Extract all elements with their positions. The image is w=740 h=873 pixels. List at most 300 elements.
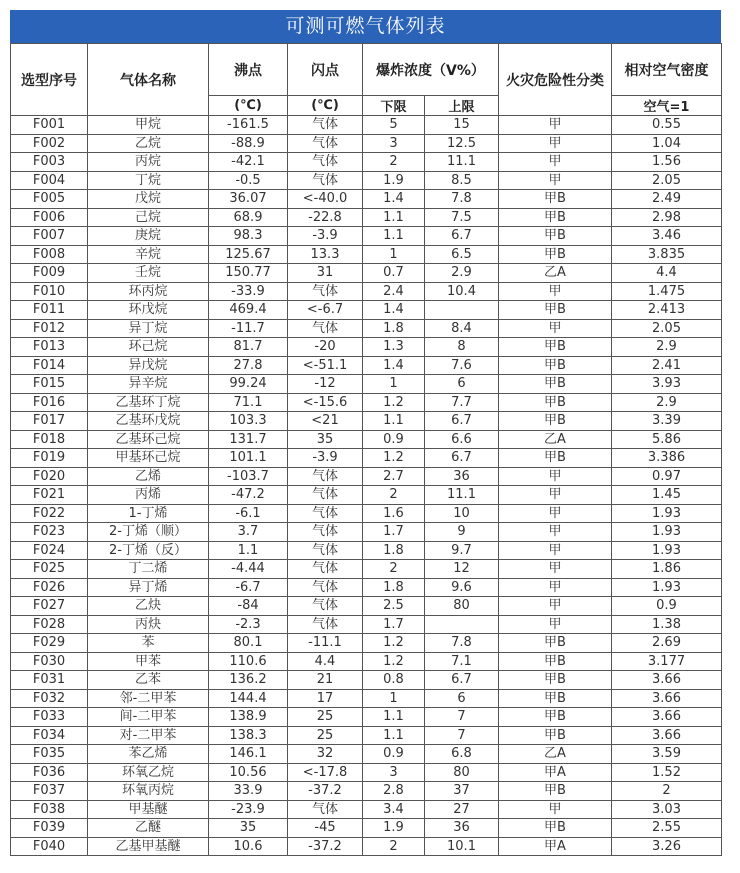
cell-name: 辛烷	[88, 245, 209, 264]
cell-boiling-point: 33.9	[209, 782, 288, 801]
cell-hazard-class: 甲B	[499, 208, 612, 227]
cell-boiling-point: 10.6	[209, 837, 288, 856]
cell-density: 3.386	[612, 449, 722, 468]
cell-upper-limit: 11.1	[425, 153, 499, 172]
cell-upper-limit: 7.7	[425, 393, 499, 412]
table-row	[11, 264, 722, 283]
cell-flash-point: <-40.0	[288, 190, 363, 209]
table-row	[11, 412, 722, 431]
table-row	[11, 227, 722, 246]
cell-boiling-point: 71.1	[209, 393, 288, 412]
cell-boiling-point: 138.3	[209, 726, 288, 745]
cell-name: 环氧乙烷	[88, 763, 209, 782]
cell-name: 甲烷	[88, 116, 209, 135]
cell-density: 1.93	[612, 541, 722, 560]
cell-upper-limit: 2.9	[425, 264, 499, 283]
cell-name: 2-丁烯（反）	[88, 541, 209, 560]
cell-density: 3.66	[612, 708, 722, 727]
cell-density: 3.03	[612, 800, 722, 819]
cell-lower-limit: 1.2	[363, 449, 425, 468]
table-row	[11, 301, 722, 320]
cell-boiling-point: -0.5	[209, 171, 288, 190]
cell-boiling-point: 81.7	[209, 338, 288, 357]
cell-density: 2.05	[612, 171, 722, 190]
table-row	[11, 504, 722, 523]
cell-flash-point: 21	[288, 671, 363, 690]
cell-name: 苯乙烯	[88, 745, 209, 764]
cell-upper-limit: 80	[425, 597, 499, 616]
table-row	[11, 671, 722, 690]
cell-lower-limit: 1	[363, 689, 425, 708]
cell-lower-limit: 1.1	[363, 412, 425, 431]
cell-flash-point: 气体	[288, 282, 363, 301]
cell-upper-limit: 7.8	[425, 634, 499, 653]
cell-code: F008	[11, 245, 88, 264]
cell-hazard-class: 甲	[499, 116, 612, 135]
cell-flash-point: -37.2	[288, 837, 363, 856]
cell-lower-limit: 1.2	[363, 393, 425, 412]
cell-flash-point: <21	[288, 412, 363, 431]
cell-flash-point: <-17.8	[288, 763, 363, 782]
cell-code: F018	[11, 430, 88, 449]
cell-boiling-point: 99.24	[209, 375, 288, 394]
cell-lower-limit: 0.9	[363, 430, 425, 449]
cell-lower-limit: 2	[363, 486, 425, 505]
header-upper: 上限	[425, 96, 499, 116]
cell-boiling-point: -103.7	[209, 467, 288, 486]
cell-code: F003	[11, 153, 88, 172]
cell-name: 乙炔	[88, 597, 209, 616]
cell-lower-limit: 1.1	[363, 708, 425, 727]
cell-upper-limit: 9	[425, 523, 499, 542]
cell-hazard-class: 甲B	[499, 356, 612, 375]
cell-hazard-class: 甲B	[499, 412, 612, 431]
cell-flash-point: -20	[288, 338, 363, 357]
cell-name: 环己烷	[88, 338, 209, 357]
cell-density: 1.93	[612, 504, 722, 523]
header-density: 相对空气密度	[612, 44, 722, 96]
table-row	[11, 726, 722, 745]
cell-upper-limit: 27	[425, 800, 499, 819]
cell-name: 异戊烷	[88, 356, 209, 375]
cell-upper-limit: 80	[425, 763, 499, 782]
table-row	[11, 375, 722, 394]
cell-name: 异丁烯	[88, 578, 209, 597]
cell-flash-point: 气体	[288, 467, 363, 486]
cell-code: F030	[11, 652, 88, 671]
table-body	[11, 116, 722, 856]
cell-lower-limit: 2	[363, 837, 425, 856]
cell-boiling-point: 125.67	[209, 245, 288, 264]
cell-lower-limit: 1	[363, 375, 425, 394]
table-row	[11, 245, 722, 264]
table-row	[11, 393, 722, 412]
cell-hazard-class: 乙A	[499, 264, 612, 283]
cell-density: 3.59	[612, 745, 722, 764]
cell-name: 邻-二甲苯	[88, 689, 209, 708]
cell-boiling-point: 144.4	[209, 689, 288, 708]
cell-lower-limit: 0.7	[363, 264, 425, 283]
cell-hazard-class: 甲B	[499, 338, 612, 357]
cell-lower-limit: 1.1	[363, 208, 425, 227]
cell-hazard-class: 甲	[499, 597, 612, 616]
cell-boiling-point: -47.2	[209, 486, 288, 505]
cell-flash-point: 13.3	[288, 245, 363, 264]
cell-upper-limit: 12	[425, 560, 499, 579]
cell-lower-limit: 1.4	[363, 356, 425, 375]
cell-boiling-point: -84	[209, 597, 288, 616]
table-row	[11, 449, 722, 468]
header-boiling: 沸点	[209, 44, 288, 96]
cell-lower-limit: 2.8	[363, 782, 425, 801]
cell-code: F010	[11, 282, 88, 301]
cell-lower-limit: 1.8	[363, 319, 425, 338]
cell-flash-point: <-51.1	[288, 356, 363, 375]
cell-lower-limit: 0.8	[363, 671, 425, 690]
cell-upper-limit: 6.5	[425, 245, 499, 264]
cell-density: 2.413	[612, 301, 722, 320]
cell-flash-point: 气体	[288, 504, 363, 523]
cell-upper-limit: 11.1	[425, 486, 499, 505]
table-row	[11, 171, 722, 190]
cell-lower-limit: 1.1	[363, 726, 425, 745]
cell-name: 丁二烯	[88, 560, 209, 579]
header-flash-unit: (℃)	[288, 96, 363, 116]
cell-flash-point: 气体	[288, 116, 363, 135]
cell-upper-limit: 6.7	[425, 671, 499, 690]
cell-hazard-class: 甲	[499, 282, 612, 301]
cell-code: F029	[11, 634, 88, 653]
cell-code: F017	[11, 412, 88, 431]
table-row	[11, 486, 722, 505]
cell-name: 丙烯	[88, 486, 209, 505]
table-row	[11, 208, 722, 227]
cell-flash-point: 气体	[288, 319, 363, 338]
cell-code: F013	[11, 338, 88, 357]
cell-code: F024	[11, 541, 88, 560]
cell-boiling-point: -2.3	[209, 615, 288, 634]
cell-density: 0.9	[612, 597, 722, 616]
cell-name: 1-丁烯	[88, 504, 209, 523]
cell-hazard-class: 甲	[499, 560, 612, 579]
cell-density: 3.39	[612, 412, 722, 431]
cell-density: 0.55	[612, 116, 722, 135]
cell-code: F032	[11, 689, 88, 708]
table-row	[11, 430, 722, 449]
cell-hazard-class: 甲B	[499, 449, 612, 468]
table-row	[11, 153, 722, 172]
cell-flash-point: 32	[288, 745, 363, 764]
cell-code: F009	[11, 264, 88, 283]
cell-flash-point: 气体	[288, 800, 363, 819]
cell-code: F040	[11, 837, 88, 856]
table-row	[11, 319, 722, 338]
table-row	[11, 837, 722, 856]
cell-hazard-class: 甲	[499, 578, 612, 597]
header-name: 气体名称	[88, 44, 209, 116]
cell-boiling-point: -4.44	[209, 560, 288, 579]
cell-boiling-point: 103.3	[209, 412, 288, 431]
cell-boiling-point: 98.3	[209, 227, 288, 246]
cell-boiling-point: 136.2	[209, 671, 288, 690]
cell-lower-limit: 1.1	[363, 227, 425, 246]
cell-name: 丙烷	[88, 153, 209, 172]
cell-upper-limit: 36	[425, 467, 499, 486]
cell-lower-limit: 1.3	[363, 338, 425, 357]
cell-hazard-class: 甲	[499, 153, 612, 172]
table-row	[11, 282, 722, 301]
cell-density: 1.52	[612, 763, 722, 782]
cell-flash-point: 气体	[288, 486, 363, 505]
cell-code: F002	[11, 134, 88, 153]
cell-lower-limit: 2.5	[363, 597, 425, 616]
cell-code: F028	[11, 615, 88, 634]
cell-flash-point: 气体	[288, 541, 363, 560]
cell-upper-limit	[425, 615, 499, 634]
cell-flash-point: -12	[288, 375, 363, 394]
cell-boiling-point: 101.1	[209, 449, 288, 468]
cell-boiling-point: 110.6	[209, 652, 288, 671]
cell-hazard-class: 甲B	[499, 634, 612, 653]
cell-flash-point: 气体	[288, 523, 363, 542]
cell-upper-limit: 8.5	[425, 171, 499, 190]
cell-flash-point: 25	[288, 708, 363, 727]
cell-name: 丙炔	[88, 615, 209, 634]
cell-boiling-point: 27.8	[209, 356, 288, 375]
cell-code: F034	[11, 726, 88, 745]
cell-boiling-point: -6.1	[209, 504, 288, 523]
cell-upper-limit: 10.1	[425, 837, 499, 856]
table-row	[11, 745, 722, 764]
table-row	[11, 116, 722, 135]
cell-name: 乙烷	[88, 134, 209, 153]
header-explosive: 爆炸浓度（V%）	[363, 44, 499, 96]
cell-upper-limit: 6	[425, 689, 499, 708]
cell-density: 2.69	[612, 634, 722, 653]
cell-lower-limit: 1.8	[363, 578, 425, 597]
cell-density: 3.26	[612, 837, 722, 856]
cell-name: 庚烷	[88, 227, 209, 246]
cell-upper-limit: 10	[425, 504, 499, 523]
cell-hazard-class: 甲	[499, 467, 612, 486]
cell-flash-point: 35	[288, 430, 363, 449]
cell-boiling-point: 10.56	[209, 763, 288, 782]
cell-lower-limit: 3	[363, 134, 425, 153]
cell-code: F019	[11, 449, 88, 468]
cell-upper-limit: 7	[425, 708, 499, 727]
cell-name: 异丁烷	[88, 319, 209, 338]
cell-name: 丁烷	[88, 171, 209, 190]
cell-hazard-class: 甲B	[499, 393, 612, 412]
cell-lower-limit: 3.4	[363, 800, 425, 819]
table-row	[11, 578, 722, 597]
table-row	[11, 819, 722, 838]
cell-upper-limit: 10.4	[425, 282, 499, 301]
cell-density: 2.9	[612, 338, 722, 357]
gas-list-document	[10, 10, 721, 856]
cell-upper-limit: 15	[425, 116, 499, 135]
page-title: 可测可燃气体列表	[10, 10, 721, 43]
cell-hazard-class: 甲	[499, 800, 612, 819]
cell-name: 乙苯	[88, 671, 209, 690]
cell-flash-point: 气体	[288, 615, 363, 634]
cell-upper-limit: 6.8	[425, 745, 499, 764]
cell-flash-point: 25	[288, 726, 363, 745]
cell-code: F025	[11, 560, 88, 579]
cell-code: F026	[11, 578, 88, 597]
cell-upper-limit: 9.7	[425, 541, 499, 560]
cell-boiling-point: -23.9	[209, 800, 288, 819]
cell-density: 1.38	[612, 615, 722, 634]
cell-hazard-class: 甲B	[499, 245, 612, 264]
cell-density: 1.45	[612, 486, 722, 505]
cell-boiling-point: 150.77	[209, 264, 288, 283]
cell-density: 1.93	[612, 523, 722, 542]
cell-density: 3.835	[612, 245, 722, 264]
cell-lower-limit: 1.2	[363, 652, 425, 671]
header-flash: 闪点	[288, 44, 363, 96]
table-row	[11, 763, 722, 782]
cell-hazard-class: 乙A	[499, 430, 612, 449]
table-row	[11, 634, 722, 653]
cell-flash-point: 气体	[288, 597, 363, 616]
cell-lower-limit: 5	[363, 116, 425, 135]
cell-code: F038	[11, 800, 88, 819]
gas-table	[10, 43, 722, 856]
cell-density: 3.93	[612, 375, 722, 394]
cell-hazard-class: 甲A	[499, 763, 612, 782]
cell-upper-limit: 8	[425, 338, 499, 357]
cell-name: 对-二甲苯	[88, 726, 209, 745]
cell-hazard-class: 甲B	[499, 652, 612, 671]
cell-flash-point: 气体	[288, 153, 363, 172]
cell-lower-limit: 2	[363, 153, 425, 172]
cell-name: 异辛烷	[88, 375, 209, 394]
cell-code: F005	[11, 190, 88, 209]
cell-density: 3.46	[612, 227, 722, 246]
cell-density: 1.86	[612, 560, 722, 579]
cell-lower-limit: 1.9	[363, 819, 425, 838]
cell-flash-point: 气体	[288, 171, 363, 190]
cell-name: 戊烷	[88, 190, 209, 209]
table-row	[11, 356, 722, 375]
cell-code: F022	[11, 504, 88, 523]
cell-flash-point: -37.2	[288, 782, 363, 801]
cell-lower-limit: 1.9	[363, 171, 425, 190]
cell-name: 壬烷	[88, 264, 209, 283]
cell-name: 甲苯	[88, 652, 209, 671]
cell-flash-point: 气体	[288, 134, 363, 153]
cell-flash-point: 气体	[288, 560, 363, 579]
cell-flash-point: 4.4	[288, 652, 363, 671]
cell-upper-limit: 7.8	[425, 190, 499, 209]
cell-name: 2-丁烯（顺）	[88, 523, 209, 542]
cell-code: F004	[11, 171, 88, 190]
cell-boiling-point: 80.1	[209, 634, 288, 653]
cell-flash-point: 17	[288, 689, 363, 708]
cell-lower-limit: 1.7	[363, 523, 425, 542]
cell-lower-limit: 1	[363, 245, 425, 264]
cell-code: F037	[11, 782, 88, 801]
table-row	[11, 560, 722, 579]
cell-flash-point: 31	[288, 264, 363, 283]
cell-lower-limit: 0.9	[363, 745, 425, 764]
cell-code: F021	[11, 486, 88, 505]
cell-code: F027	[11, 597, 88, 616]
cell-density: 1.475	[612, 282, 722, 301]
header-density-ref: 空气=1	[612, 96, 722, 116]
cell-flash-point: -11.1	[288, 634, 363, 653]
cell-code: F023	[11, 523, 88, 542]
cell-code: F011	[11, 301, 88, 320]
cell-code: F020	[11, 467, 88, 486]
cell-hazard-class: 甲B	[499, 301, 612, 320]
cell-flash-point: -3.9	[288, 227, 363, 246]
cell-name: 环戊烷	[88, 301, 209, 320]
cell-name: 甲基醚	[88, 800, 209, 819]
cell-lower-limit: 1.7	[363, 615, 425, 634]
cell-hazard-class: 甲B	[499, 819, 612, 838]
cell-name: 苯	[88, 634, 209, 653]
cell-boiling-point: -33.9	[209, 282, 288, 301]
table-row	[11, 523, 722, 542]
cell-density: 2.05	[612, 319, 722, 338]
cell-hazard-class: 甲B	[499, 190, 612, 209]
cell-hazard-class: 甲B	[499, 726, 612, 745]
cell-flash-point: -3.9	[288, 449, 363, 468]
header-row	[11, 44, 722, 96]
cell-name: 甲基环己烷	[88, 449, 209, 468]
cell-hazard-class: 甲B	[499, 708, 612, 727]
cell-density: 3.66	[612, 726, 722, 745]
cell-hazard-class: 甲	[499, 134, 612, 153]
cell-flash-point: 气体	[288, 578, 363, 597]
cell-density: 3.177	[612, 652, 722, 671]
cell-density: 2	[612, 782, 722, 801]
cell-code: F036	[11, 763, 88, 782]
table-row	[11, 467, 722, 486]
cell-upper-limit: 7.6	[425, 356, 499, 375]
cell-upper-limit: 37	[425, 782, 499, 801]
cell-hazard-class: 甲B	[499, 782, 612, 801]
cell-lower-limit: 2.7	[363, 467, 425, 486]
cell-upper-limit: 6.7	[425, 449, 499, 468]
header-code: 选型序号	[11, 44, 88, 116]
cell-density: 3.66	[612, 671, 722, 690]
cell-lower-limit: 1.6	[363, 504, 425, 523]
cell-boiling-point: -88.9	[209, 134, 288, 153]
cell-upper-limit: 6.7	[425, 227, 499, 246]
cell-name: 乙基环己烷	[88, 430, 209, 449]
table-row	[11, 782, 722, 801]
cell-density: 1.04	[612, 134, 722, 153]
table-row	[11, 689, 722, 708]
cell-upper-limit: 7.1	[425, 652, 499, 671]
table-row	[11, 615, 722, 634]
cell-lower-limit: 3	[363, 763, 425, 782]
cell-lower-limit: 1.2	[363, 634, 425, 653]
cell-name: 乙烯	[88, 467, 209, 486]
cell-flash-point: -45	[288, 819, 363, 838]
cell-density: 1.93	[612, 578, 722, 597]
cell-flash-point: <-15.6	[288, 393, 363, 412]
cell-code: F014	[11, 356, 88, 375]
cell-code: F012	[11, 319, 88, 338]
cell-lower-limit: 1.4	[363, 190, 425, 209]
cell-density: 2.9	[612, 393, 722, 412]
cell-code: F039	[11, 819, 88, 838]
cell-code: F033	[11, 708, 88, 727]
